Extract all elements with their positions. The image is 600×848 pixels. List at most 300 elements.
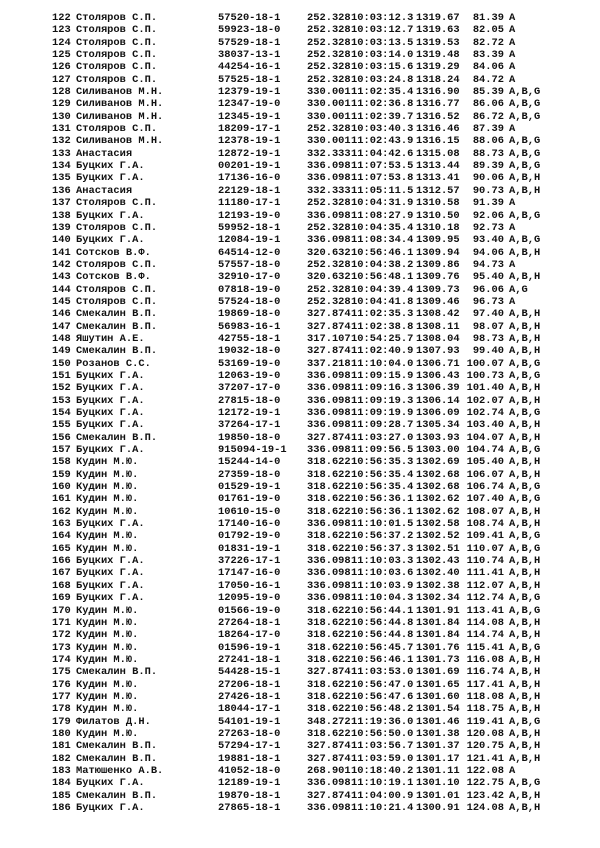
table-row bbox=[52, 61, 592, 73]
rank-cell: 174 bbox=[52, 653, 71, 666]
arrival-time-cell: 11:03:27.0 bbox=[351, 431, 414, 444]
speed-cell: 1301.60 bbox=[416, 690, 460, 703]
arrival-time-cell: 11:03:53.0 bbox=[351, 666, 414, 679]
groups-cell: A,B,H bbox=[509, 505, 541, 518]
groups-cell: A,B,H bbox=[509, 579, 541, 592]
percent-cell: 96.06 bbox=[472, 283, 504, 296]
ring-id-cell: 57529-18-1 bbox=[218, 36, 281, 49]
groups-cell: A,B,G bbox=[509, 357, 541, 370]
table-row bbox=[52, 210, 592, 222]
distance-cell: 336.098 bbox=[307, 369, 351, 382]
ring-id-cell: 27359-18-0 bbox=[218, 468, 281, 481]
groups-cell: A bbox=[509, 12, 516, 24]
groups-cell: A bbox=[509, 61, 516, 74]
rank-cell: 146 bbox=[52, 308, 71, 321]
groups-cell: A,B,G bbox=[509, 493, 541, 506]
distance-cell: 252.328 bbox=[307, 258, 351, 271]
groups-cell: A,B,G bbox=[509, 209, 541, 222]
name-cell: Смекалин В.П. bbox=[76, 308, 158, 321]
percent-cell: 114.08 bbox=[466, 616, 504, 629]
percent-cell: 92.73 bbox=[472, 221, 504, 234]
percent-cell: 106.74 bbox=[466, 481, 504, 494]
speed-cell: 1301.73 bbox=[416, 653, 460, 666]
rank-cell: 172 bbox=[52, 629, 71, 642]
percent-cell: 81.39 bbox=[472, 12, 504, 24]
ring-id-cell: 22129-18-1 bbox=[218, 184, 281, 197]
arrival-time-cell: 10:56:36.1 bbox=[351, 493, 414, 506]
percent-cell: 115.41 bbox=[466, 641, 504, 654]
name-cell: Столяров С.П. bbox=[76, 258, 158, 271]
arrival-time-cell: 10:56:50.0 bbox=[351, 727, 414, 740]
rank-cell: 124 bbox=[52, 36, 71, 49]
percent-cell: 106.07 bbox=[466, 468, 504, 481]
arrival-time-cell: 10:56:44.1 bbox=[351, 604, 414, 617]
percent-cell: 101.40 bbox=[466, 382, 504, 395]
speed-cell: 1302.43 bbox=[416, 555, 460, 568]
table-row bbox=[52, 284, 592, 296]
speed-cell: 1301.84 bbox=[416, 616, 460, 629]
name-cell: Буцких Г.А. bbox=[76, 369, 145, 382]
name-cell: Кудин М.Ю. bbox=[76, 690, 139, 703]
rank-cell: 179 bbox=[52, 715, 71, 728]
distance-cell: 330.001 bbox=[307, 135, 351, 148]
distance-cell: 327.874 bbox=[307, 752, 351, 765]
table-row bbox=[52, 456, 592, 468]
table-row bbox=[52, 679, 592, 691]
rank-cell: 134 bbox=[52, 160, 71, 173]
groups-cell: A,B,H bbox=[509, 567, 541, 580]
table-row bbox=[52, 592, 592, 604]
name-cell: Силиванов М.Н. bbox=[76, 98, 164, 111]
distance-cell: 336.098 bbox=[307, 394, 351, 407]
distance-cell: 336.098 bbox=[307, 234, 351, 247]
name-cell: Буцких Г.А. bbox=[76, 592, 145, 605]
distance-cell: 332.333 bbox=[307, 184, 351, 197]
ring-id-cell: 01761-19-0 bbox=[218, 493, 281, 506]
table-row bbox=[52, 234, 592, 246]
speed-cell: 1316.77 bbox=[416, 98, 460, 111]
percent-cell: 118.08 bbox=[466, 690, 504, 703]
groups-cell: A,B,G bbox=[509, 481, 541, 494]
distance-cell: 318.622 bbox=[307, 493, 351, 506]
distance-cell: 318.622 bbox=[307, 481, 351, 494]
rank-cell: 180 bbox=[52, 727, 71, 740]
ring-id-cell: 19850-18-0 bbox=[218, 431, 281, 444]
ring-id-cell: 12189-19-1 bbox=[218, 777, 281, 790]
distance-cell: 330.001 bbox=[307, 98, 351, 111]
rank-cell: 122 bbox=[52, 12, 71, 24]
rank-cell: 135 bbox=[52, 172, 71, 185]
percent-cell: 99.40 bbox=[472, 345, 504, 358]
arrival-time-cell: 10:18:40.2 bbox=[351, 764, 414, 777]
arrival-time-cell: 11:07:53.8 bbox=[351, 172, 414, 185]
percent-cell: 90.06 bbox=[472, 172, 504, 185]
distance-cell: 336.098 bbox=[307, 802, 351, 814]
ring-id-cell: 01792-19-0 bbox=[218, 530, 281, 543]
groups-cell: A,G bbox=[509, 283, 528, 296]
table-row bbox=[52, 691, 592, 703]
distance-cell: 348.272 bbox=[307, 715, 351, 728]
ring-id-cell: 54101-19-1 bbox=[218, 715, 281, 728]
percent-cell: 112.74 bbox=[466, 592, 504, 605]
name-cell: Кудин М.Ю. bbox=[76, 604, 139, 617]
name-cell: Смекалин В.П. bbox=[76, 431, 158, 444]
speed-cell: 1316.15 bbox=[416, 135, 460, 148]
rank-cell: 165 bbox=[52, 542, 71, 555]
table-row bbox=[52, 98, 592, 110]
results-table bbox=[52, 12, 592, 814]
arrival-time-cell: 10:56:47.6 bbox=[351, 690, 414, 703]
name-cell: Кудин М.Ю. bbox=[76, 468, 139, 481]
rank-cell: 156 bbox=[52, 431, 71, 444]
arrival-time-cell: 11:02:35.3 bbox=[351, 308, 414, 321]
arrival-time-cell: 10:56:44.8 bbox=[351, 629, 414, 642]
ring-id-cell: 12172-19-1 bbox=[218, 407, 281, 419]
table-row bbox=[52, 432, 592, 444]
distance-cell: 330.001 bbox=[307, 110, 351, 123]
ring-id-cell: 18209-17-1 bbox=[218, 123, 281, 136]
percent-cell: 84.06 bbox=[472, 61, 504, 74]
speed-cell: 1310.50 bbox=[416, 209, 460, 222]
groups-cell: A bbox=[509, 73, 516, 86]
percent-cell: 118.75 bbox=[466, 703, 504, 716]
name-cell: Буцких Г.А. bbox=[76, 234, 145, 247]
name-cell: Сотсков В.Ф. bbox=[76, 246, 151, 259]
groups-cell: A,B,H bbox=[509, 419, 541, 432]
distance-cell: 327.874 bbox=[307, 345, 351, 358]
rank-cell: 162 bbox=[52, 505, 71, 518]
rank-cell: 127 bbox=[52, 73, 71, 86]
ring-id-cell: 18044-17-1 bbox=[218, 703, 281, 716]
ring-id-cell: 01596-19-1 bbox=[218, 641, 281, 654]
table-row bbox=[52, 629, 592, 641]
percent-cell: 104.07 bbox=[466, 431, 504, 444]
percent-cell: 98.07 bbox=[472, 320, 504, 333]
ring-id-cell: 12095-19-0 bbox=[218, 592, 281, 605]
groups-cell: A,B,G bbox=[509, 407, 541, 419]
table-row bbox=[52, 469, 592, 481]
percent-cell: 88.73 bbox=[472, 147, 504, 160]
ring-id-cell: 17136-16-0 bbox=[218, 172, 281, 185]
speed-cell: 1301.11 bbox=[416, 764, 460, 777]
rank-cell: 132 bbox=[52, 135, 71, 148]
speed-cell: 1302.51 bbox=[416, 542, 460, 555]
arrival-time-cell: 11:10:21.4 bbox=[351, 802, 414, 814]
speed-cell: 1306.09 bbox=[416, 407, 460, 419]
arrival-time-cell: 10:03:24.8 bbox=[351, 73, 414, 86]
groups-cell: A,B,H bbox=[509, 518, 541, 531]
name-cell: Смекалин В.П. bbox=[76, 345, 158, 358]
arrival-time-cell: 11:10:01.5 bbox=[351, 518, 414, 531]
arrival-time-cell: 11:02:39.7 bbox=[351, 110, 414, 123]
groups-cell: A,B,G bbox=[509, 369, 541, 382]
percent-cell: 109.41 bbox=[466, 530, 504, 543]
speed-cell: 1301.69 bbox=[416, 666, 460, 679]
distance-cell: 317.107 bbox=[307, 332, 351, 345]
rank-cell: 176 bbox=[52, 678, 71, 691]
groups-cell: A,B,H bbox=[509, 345, 541, 358]
table-row bbox=[52, 185, 592, 197]
ring-id-cell: 27815-18-0 bbox=[218, 394, 281, 407]
percent-cell: 110.74 bbox=[466, 555, 504, 568]
ring-id-cell: 12378-19-1 bbox=[218, 135, 281, 148]
groups-cell: A,B,H bbox=[509, 308, 541, 321]
percent-cell: 112.07 bbox=[466, 579, 504, 592]
distance-cell: 318.622 bbox=[307, 604, 351, 617]
name-cell: Кудин М.Ю. bbox=[76, 616, 139, 629]
table-row bbox=[52, 481, 592, 493]
rank-cell: 168 bbox=[52, 579, 71, 592]
rank-cell: 182 bbox=[52, 752, 71, 765]
name-cell: Кудин М.Ю. bbox=[76, 493, 139, 506]
rank-cell: 128 bbox=[52, 86, 71, 99]
name-cell: Кудин М.Ю. bbox=[76, 641, 139, 654]
table-row bbox=[52, 753, 592, 765]
speed-cell: 1319.29 bbox=[416, 61, 460, 74]
groups-cell: A,B,H bbox=[509, 703, 541, 716]
rank-cell: 147 bbox=[52, 320, 71, 333]
table-row bbox=[52, 567, 592, 579]
name-cell: Кудин М.Ю. bbox=[76, 629, 139, 642]
speed-cell: 1306.39 bbox=[416, 382, 460, 395]
speed-cell: 1316.90 bbox=[416, 86, 460, 99]
percent-cell: 108.74 bbox=[466, 518, 504, 531]
speed-cell: 1309.76 bbox=[416, 271, 460, 284]
speed-cell: 1301.17 bbox=[416, 752, 460, 765]
speed-cell: 1308.04 bbox=[416, 332, 460, 345]
arrival-time-cell: 10:56:47.0 bbox=[351, 678, 414, 691]
ring-id-cell: 27865-18-1 bbox=[218, 802, 281, 814]
arrival-time-cell: 10:56:35.3 bbox=[351, 456, 414, 469]
speed-cell: 1313.41 bbox=[416, 172, 460, 185]
arrival-time-cell: 11:10:03.3 bbox=[351, 555, 414, 568]
name-cell: Смекалин В.П. bbox=[76, 752, 158, 765]
arrival-time-cell: 11:10:03.6 bbox=[351, 567, 414, 580]
name-cell: Яшутин А.Е. bbox=[76, 332, 145, 345]
percent-cell: 100.73 bbox=[466, 369, 504, 382]
name-cell: Буцких Г.А. bbox=[76, 160, 145, 173]
distance-cell: 320.632 bbox=[307, 246, 351, 259]
distance-cell: 252.328 bbox=[307, 123, 351, 136]
groups-cell: A,B,G bbox=[509, 234, 541, 247]
percent-cell: 116.74 bbox=[466, 666, 504, 679]
groups-cell: A bbox=[509, 764, 516, 777]
speed-cell: 1302.62 bbox=[416, 493, 460, 506]
percent-cell: 117.41 bbox=[466, 678, 504, 691]
groups-cell: A,B,G bbox=[509, 135, 541, 148]
rank-cell: 159 bbox=[52, 468, 71, 481]
table-row bbox=[52, 543, 592, 555]
rank-cell: 142 bbox=[52, 258, 71, 271]
distance-cell: 327.874 bbox=[307, 666, 351, 679]
arrival-time-cell: 10:56:48.1 bbox=[351, 271, 414, 284]
table-row bbox=[52, 333, 592, 345]
rank-cell: 183 bbox=[52, 764, 71, 777]
ring-id-cell: 07818-19-0 bbox=[218, 283, 281, 296]
speed-cell: 1303.00 bbox=[416, 444, 460, 457]
arrival-time-cell: 10:03:15.6 bbox=[351, 61, 414, 74]
distance-cell: 336.098 bbox=[307, 777, 351, 790]
speed-cell: 1319.48 bbox=[416, 49, 460, 62]
arrival-time-cell: 11:09:28.7 bbox=[351, 419, 414, 432]
groups-cell: A,B,H bbox=[509, 678, 541, 691]
distance-cell: 318.622 bbox=[307, 530, 351, 543]
distance-cell: 327.874 bbox=[307, 308, 351, 321]
distance-cell: 252.328 bbox=[307, 61, 351, 74]
ring-id-cell: 10610-15-0 bbox=[218, 505, 281, 518]
table-row bbox=[52, 321, 592, 333]
arrival-time-cell: 11:08:27.9 bbox=[351, 209, 414, 222]
speed-cell: 1313.44 bbox=[416, 160, 460, 173]
table-row bbox=[52, 728, 592, 740]
speed-cell: 1318.24 bbox=[416, 73, 460, 86]
name-cell: Анастасия bbox=[76, 184, 133, 197]
ring-id-cell: 12193-19-0 bbox=[218, 209, 281, 222]
arrival-time-cell: 10:56:35.4 bbox=[351, 481, 414, 494]
speed-cell: 1302.69 bbox=[416, 456, 460, 469]
speed-cell: 1302.52 bbox=[416, 530, 460, 543]
groups-cell: A,B,G bbox=[509, 86, 541, 99]
name-cell: Кудин М.Ю. bbox=[76, 653, 139, 666]
table-row bbox=[52, 506, 592, 518]
speed-cell: 1319.63 bbox=[416, 24, 460, 37]
name-cell: Столяров С.П. bbox=[76, 12, 158, 24]
speed-cell: 1316.52 bbox=[416, 110, 460, 123]
speed-cell: 1316.46 bbox=[416, 123, 460, 136]
rank-cell: 153 bbox=[52, 394, 71, 407]
percent-cell: 88.06 bbox=[472, 135, 504, 148]
groups-cell: A,B,G bbox=[509, 592, 541, 605]
ring-id-cell: 57557-18-0 bbox=[218, 258, 281, 271]
name-cell: Столяров С.П. bbox=[76, 24, 158, 37]
name-cell: Буцких Г.А. bbox=[76, 407, 145, 419]
distance-cell: 327.874 bbox=[307, 740, 351, 753]
distance-cell: 252.328 bbox=[307, 283, 351, 296]
percent-cell: 94.06 bbox=[472, 246, 504, 259]
percent-cell: 116.08 bbox=[466, 653, 504, 666]
ring-id-cell: 12872-19-1 bbox=[218, 147, 281, 160]
distance-cell: 336.098 bbox=[307, 209, 351, 222]
percent-cell: 122.75 bbox=[466, 777, 504, 790]
speed-cell: 1309.46 bbox=[416, 295, 460, 308]
name-cell: Матюшенко А.В. bbox=[76, 764, 164, 777]
groups-cell: A,B,G bbox=[509, 777, 541, 790]
arrival-time-cell: 11:09:19.3 bbox=[351, 394, 414, 407]
groups-cell: A,B,G bbox=[509, 147, 541, 160]
name-cell: Кудин М.Ю. bbox=[76, 505, 139, 518]
speed-cell: 1312.57 bbox=[416, 184, 460, 197]
name-cell: Смекалин В.П. bbox=[76, 740, 158, 753]
groups-cell: A,B,G bbox=[509, 98, 541, 111]
arrival-time-cell: 11:10:04.0 bbox=[351, 357, 414, 370]
percent-cell: 86.06 bbox=[472, 98, 504, 111]
table-row bbox=[52, 259, 592, 271]
percent-cell: 89.39 bbox=[472, 160, 504, 173]
table-row bbox=[52, 358, 592, 370]
name-cell: Столяров С.П. bbox=[76, 123, 158, 136]
name-cell: Буцких Г.А. bbox=[76, 394, 145, 407]
groups-cell: A,B,H bbox=[509, 332, 541, 345]
rank-cell: 143 bbox=[52, 271, 71, 284]
distance-cell: 252.328 bbox=[307, 295, 351, 308]
rank-cell: 141 bbox=[52, 246, 71, 259]
groups-cell: A,B,G bbox=[509, 160, 541, 173]
rank-cell: 133 bbox=[52, 147, 71, 160]
percent-cell: 124.08 bbox=[466, 802, 504, 814]
rank-cell: 161 bbox=[52, 493, 71, 506]
groups-cell: A,B,H bbox=[509, 431, 541, 444]
speed-cell: 1302.58 bbox=[416, 518, 460, 531]
groups-cell: A,B,H bbox=[509, 555, 541, 568]
name-cell: Столяров С.П. bbox=[76, 61, 158, 74]
ring-id-cell: 37226-17-1 bbox=[218, 555, 281, 568]
name-cell: Кудин М.Ю. bbox=[76, 530, 139, 543]
arrival-time-cell: 11:04:00.9 bbox=[351, 789, 414, 802]
distance-cell: 330.001 bbox=[307, 86, 351, 99]
groups-cell: A,B,G bbox=[509, 542, 541, 555]
arrival-time-cell: 11:10:04.3 bbox=[351, 592, 414, 605]
speed-cell: 1319.53 bbox=[416, 36, 460, 49]
rank-cell: 152 bbox=[52, 382, 71, 395]
arrival-time-cell: 10:56:46.1 bbox=[351, 653, 414, 666]
rank-cell: 136 bbox=[52, 184, 71, 197]
rank-cell: 149 bbox=[52, 345, 71, 358]
rank-cell: 178 bbox=[52, 703, 71, 716]
groups-cell: A,B,H bbox=[509, 740, 541, 753]
distance-cell: 252.328 bbox=[307, 24, 351, 37]
arrival-time-cell: 10:56:36.1 bbox=[351, 505, 414, 518]
percent-cell: 113.41 bbox=[466, 604, 504, 617]
arrival-time-cell: 10:04:38.2 bbox=[351, 258, 414, 271]
table-row bbox=[52, 222, 592, 234]
speed-cell: 1308.42 bbox=[416, 308, 460, 321]
table-row bbox=[52, 555, 592, 567]
name-cell: Буцких Г.А. bbox=[76, 419, 145, 432]
ring-id-cell: 15244-14-0 bbox=[218, 456, 281, 469]
groups-cell: A,B,H bbox=[509, 653, 541, 666]
distance-cell: 336.098 bbox=[307, 419, 351, 432]
name-cell: Кудин М.Ю. bbox=[76, 481, 139, 494]
ring-id-cell: 12084-19-1 bbox=[218, 234, 281, 247]
rank-cell: 148 bbox=[52, 332, 71, 345]
percent-cell: 103.40 bbox=[466, 419, 504, 432]
percent-cell: 86.72 bbox=[472, 110, 504, 123]
percent-cell: 97.40 bbox=[472, 308, 504, 321]
percent-cell: 123.42 bbox=[466, 789, 504, 802]
ring-id-cell: 27263-18-0 bbox=[218, 727, 281, 740]
speed-cell: 1301.84 bbox=[416, 629, 460, 642]
arrival-time-cell: 11:02:40.9 bbox=[351, 345, 414, 358]
name-cell: Кудин М.Ю. bbox=[76, 703, 139, 716]
distance-cell: 320.632 bbox=[307, 271, 351, 284]
ring-id-cell: 42755-18-1 bbox=[218, 332, 281, 345]
percent-cell: 122.08 bbox=[466, 764, 504, 777]
arrival-time-cell: 10:56:37.3 bbox=[351, 542, 414, 555]
groups-cell: A,B,G bbox=[509, 715, 541, 728]
name-cell: Буцких Г.А. bbox=[76, 382, 145, 395]
groups-cell: A,B,G bbox=[509, 530, 541, 543]
percent-cell: 82.05 bbox=[472, 24, 504, 37]
arrival-time-cell: 11:09:56.5 bbox=[351, 444, 414, 457]
distance-cell: 318.622 bbox=[307, 727, 351, 740]
arrival-time-cell: 10:03:13.5 bbox=[351, 36, 414, 49]
arrival-time-cell: 11:05:11.5 bbox=[351, 184, 414, 197]
groups-cell: A,B,H bbox=[509, 246, 541, 259]
arrival-time-cell: 11:08:34.4 bbox=[351, 234, 414, 247]
groups-cell: A bbox=[509, 123, 516, 136]
arrival-time-cell: 11:09:15.9 bbox=[351, 369, 414, 382]
rank-cell: 155 bbox=[52, 419, 71, 432]
